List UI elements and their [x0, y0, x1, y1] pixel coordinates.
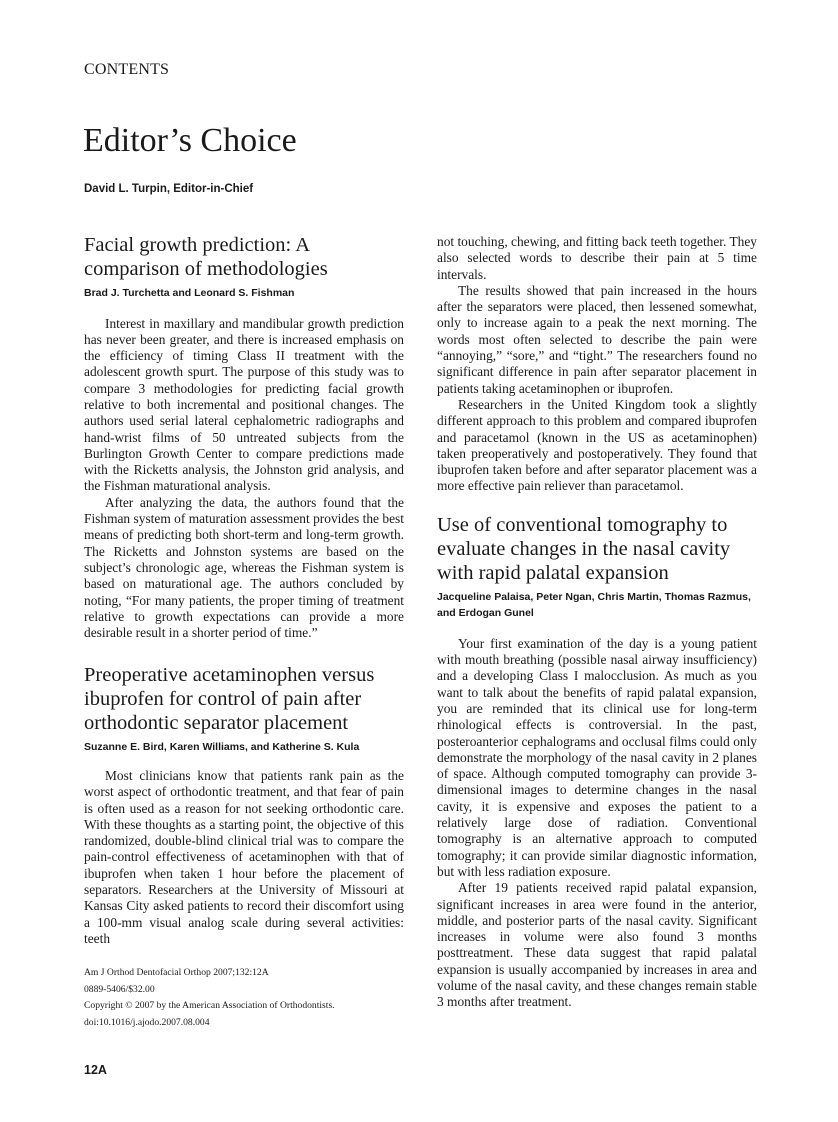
citation: Am J Orthod Dentofacial Orthop 2007;132:12A [84, 967, 269, 979]
article-title: Facial growth prediction: A comparison of methodologies [84, 234, 328, 280]
article-tomography [437, 513, 757, 1011]
doi: doi:10.1016/j.ajodo.2007.08.004 [84, 1016, 210, 1028]
paragraph: not touching, chewing, and fitting back teeth together. They also selected words to describe their pain at 5 time intervals. [437, 234, 757, 282]
paragraph: Your first examination of the day is a young patient with mouth breathing (possible nasal airway insufficiency) and a developing Class I malocclusion. As much as you want to talk about the benefits of rapid palatal expansion, you are reminded that its clinical use for long-term rhinological effects is controversial. In the past, posteroanterior cephalograms and occlusal films could only demonstrate the morphology of the nasal cavity in 2 planes of space. Although computed tomography can provide 3-dimensional images to determine changes in the nasal cavity, it is expensive and exposes the patient to a relatively large dose of radiation. Conventional tomography is an alternative approach to computed tomography; it can provide similar diagnostic information, but with less radiation exposure. [437, 635, 757, 879]
editor-byline: David L. Turpin, Editor-in-Chief [84, 183, 254, 195]
page-title: Editor’s Choice [83, 122, 297, 159]
article-acetaminophen [84, 663, 404, 947]
article-acetaminophen-continued [437, 234, 757, 495]
left-column [84, 233, 404, 1117]
section-label: CONTENTS [84, 61, 170, 78]
copyright: Copyright © 2007 by the American Association of Orthodontists. [84, 1000, 335, 1012]
paragraph: After analyzing the data, the authors found that the Fishman system of maturation assessment provides the best means of predicting both short-term and long-term growth. The Ricketts and Johnston systems are based on the subject’s chronologic age, whereas the Fishman system is based on maturational age. The authors concluded by noting, “For many patients, the proper timing of treatment relative to growth expectations can provide a more desirable result in a shorter period of time.” [84, 494, 404, 641]
page-number: 12A [84, 1063, 107, 1078]
paragraph: After 19 patients received rapid palatal expansion, significant increases in area were found in the anterior, middle, and posterior parts of the nasal cavity. Significant increases in volume were also found 3 months posttreatment. These data suggest that rapid palatal expansion is usually accompanied by increases in area and volume of the nasal cavity, and these changes remain stable 3 months after treatment. [437, 880, 757, 1010]
article-authors: Suzanne E. Bird, Karen Williams, and Katherine S. Kula [84, 741, 360, 754]
price-code: 0889-5406/$32.00 [84, 983, 155, 995]
article-facial-growth [84, 233, 404, 641]
right-column [437, 234, 757, 1011]
paragraph: The results showed that pain increased in the hours after the separators were placed, then lessened somewhat, only to increase again to a peak the next morning. The words most often selected to describe the pain were “annoying,” “sore,” and “tight.” The researchers found no significant difference in pain after separator placement in patients taking acetaminophen or ibuprofen. [437, 282, 757, 396]
article-authors: Jacqueline Palaisa, Peter Ngan, Chris Martin, Thomas Razmus, and Erdogan Gunel [437, 590, 751, 620]
paragraph: Interest in maxillary and mandibular growth prediction has never been greater, and there is increased emphasis on the efficiency of timing Class II treatment with the adolescent growth spurt. The purpose of this study was to compare 3 methodologies for predicting facial growth relative to both incremental and positional changes. The authors used serial lateral cephalometric radiographs and hand-wrist films of 50 untreated subjects from the Burlington Growth Center to compare predictions made with the Ricketts analysis, the Johnston grid analysis, and the Fishman maturational analysis. [84, 315, 404, 494]
paragraph: Researchers in the United Kingdom took a slightly different approach to this problem and compared ibuprofen and paracetamol (known in the US as acetaminophen) taken preoperatively and postoperatively. They found that ibuprofen taken before and after separator placement was a more effective pain reliever than paracetamol. [437, 396, 757, 494]
footnote [84, 965, 404, 1031]
paragraph: Most clinicians know that patients rank pain as the worst aspect of orthodontic treatment, and that fear of pain is often used as a reason for not seeking orthodontic care. With these thoughts as a starting point, the objective of this randomized, double-blind clinical trial was to compare the pain-control effectiveness of acetaminophen with that of ibuprofen when taken 1 hour before the placement of separators. Researchers at the University of Missouri at Kansas City asked patients to record their discomfort using a 100-mm visual analog scale during several activities: teeth [84, 767, 404, 946]
article-title: Preoperative acetaminophen versus ibuprofen for control of pain after orthodontic separator placement [84, 664, 375, 735]
article-authors: Brad J. Turchetta and Leonard S. Fishman [84, 287, 295, 299]
article-title: Use of conventional tomography to evaluate changes in the nasal cavity with rapid palatal expansion [437, 513, 731, 584]
